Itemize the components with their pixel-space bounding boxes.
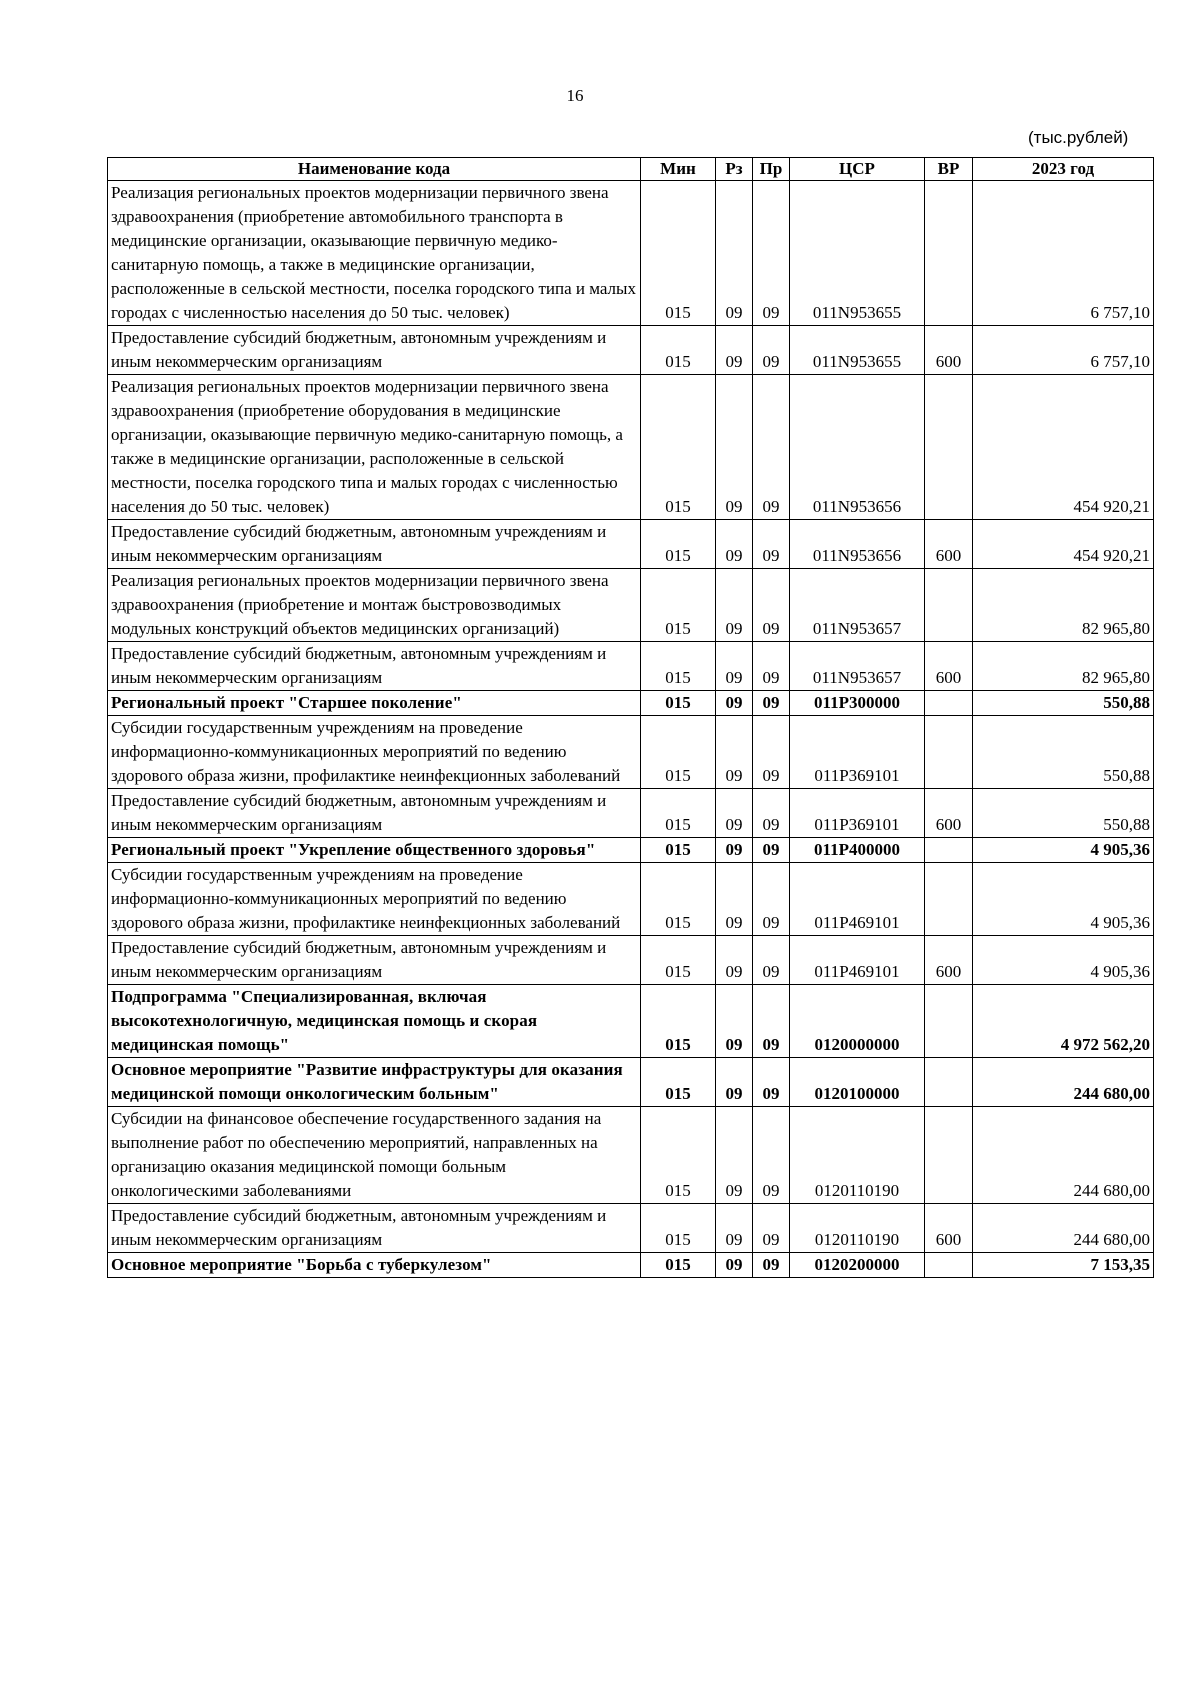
cell-name: Субсидии на финансовое обеспечение государственного задания на выполнение работ по обеспечению мероприятий, направленных на организацию оказания медицинской помощи больным онкологическими заболеваниями bbox=[108, 1107, 641, 1204]
cell-rz: 09 bbox=[716, 569, 753, 642]
cell-csr: 0120000000 bbox=[790, 985, 925, 1058]
cell-vr bbox=[925, 569, 973, 642]
cell-pr: 09 bbox=[753, 181, 790, 326]
cell-csr: 0120100000 bbox=[790, 1058, 925, 1107]
cell-rz: 09 bbox=[716, 326, 753, 375]
cell-csr: 011N953657 bbox=[790, 569, 925, 642]
table-row bbox=[108, 838, 1154, 863]
page-number: 16 bbox=[566, 86, 584, 105]
cell-csr: 0120110190 bbox=[790, 1107, 925, 1204]
cell-min: 015 bbox=[641, 716, 716, 789]
cell-csr: 011N953656 bbox=[790, 375, 925, 520]
cell-min: 015 bbox=[641, 326, 716, 375]
cell-amount: 550,88 bbox=[973, 789, 1154, 838]
cell-name: Реализация региональных проектов модернизации первичного звена здравоохранения (приобретение автомобильного транспорта в медицинские организации, оказывающие первичную медико-санитарную помощь, а также в медицинские организации, расположенные в сельской местности, поселка городского типа и малых городах с численностью населения до 50 тыс. человек) bbox=[108, 181, 641, 326]
cell-rz: 09 bbox=[716, 181, 753, 326]
cell-csr: 011P469101 bbox=[790, 863, 925, 936]
cell-amount: 4 972 562,20 bbox=[973, 985, 1154, 1058]
cell-pr: 09 bbox=[753, 1107, 790, 1204]
cell-pr: 09 bbox=[753, 691, 790, 716]
cell-pr: 09 bbox=[753, 1204, 790, 1253]
cell-vr bbox=[925, 1253, 973, 1278]
cell-csr: 011N953657 bbox=[790, 642, 925, 691]
cell-min: 015 bbox=[641, 181, 716, 326]
table-row bbox=[108, 789, 1154, 838]
header-min: Мин bbox=[641, 158, 716, 181]
cell-amount: 244 680,00 bbox=[973, 1204, 1154, 1253]
cell-pr: 09 bbox=[753, 716, 790, 789]
cell-name: Региональный проект "Старшее поколение" bbox=[108, 691, 641, 716]
cell-name: Субсидии государственным учреждениям на проведение информационно-коммуникационных мероприятий по ведению здорового образа жизни, профилактике неинфекционных заболеваний bbox=[108, 863, 641, 936]
cell-name: Предоставление субсидий бюджетным, автономным учреждениям и иным некоммерческим организациям bbox=[108, 520, 641, 569]
cell-rz: 09 bbox=[716, 642, 753, 691]
cell-name: Предоставление субсидий бюджетным, автономным учреждениям и иным некоммерческим организациям bbox=[108, 642, 641, 691]
table-row bbox=[108, 1058, 1154, 1107]
cell-rz: 09 bbox=[716, 520, 753, 569]
cell-name: Региональный проект "Укрепление общественного здоровья" bbox=[108, 838, 641, 863]
cell-name: Субсидии государственным учреждениям на проведение информационно-коммуникационных мероприятий по ведению здорового образа жизни, профилактике неинфекционных заболеваний bbox=[108, 716, 641, 789]
cell-name: Реализация региональных проектов модернизации первичного звена здравоохранения (приобретение и монтаж быстровозводимых модульных конструкций объектов медицинских организаций) bbox=[108, 569, 641, 642]
table-row bbox=[108, 181, 1154, 326]
cell-vr: 600 bbox=[925, 789, 973, 838]
cell-min: 015 bbox=[641, 838, 716, 863]
cell-vr: 600 bbox=[925, 326, 973, 375]
cell-vr bbox=[925, 716, 973, 789]
cell-vr bbox=[925, 181, 973, 326]
cell-min: 015 bbox=[641, 520, 716, 569]
cell-pr: 09 bbox=[753, 520, 790, 569]
cell-amount: 244 680,00 bbox=[973, 1107, 1154, 1204]
table-row bbox=[108, 863, 1154, 936]
cell-min: 015 bbox=[641, 789, 716, 838]
cell-vr bbox=[925, 863, 973, 936]
cell-min: 015 bbox=[641, 936, 716, 985]
cell-amount: 550,88 bbox=[973, 716, 1154, 789]
cell-csr: 0120110190 bbox=[790, 1204, 925, 1253]
cell-amount: 4 905,36 bbox=[973, 936, 1154, 985]
cell-min: 015 bbox=[641, 985, 716, 1058]
cell-rz: 09 bbox=[716, 936, 753, 985]
cell-csr: 011N953656 bbox=[790, 520, 925, 569]
cell-vr bbox=[925, 838, 973, 863]
cell-name: Основное мероприятие "Борьба с туберкулезом" bbox=[108, 1253, 641, 1278]
cell-min: 015 bbox=[641, 1058, 716, 1107]
cell-amount: 6 757,10 bbox=[973, 326, 1154, 375]
cell-csr: 011P400000 bbox=[790, 838, 925, 863]
cell-rz: 09 bbox=[716, 863, 753, 936]
cell-vr bbox=[925, 985, 973, 1058]
cell-amount: 6 757,10 bbox=[973, 181, 1154, 326]
cell-pr: 09 bbox=[753, 838, 790, 863]
cell-name: Основное мероприятие "Развитие инфраструктуры для оказания медицинской помощи онкологическим больным" bbox=[108, 1058, 641, 1107]
table-row bbox=[108, 1253, 1154, 1278]
cell-pr: 09 bbox=[753, 375, 790, 520]
cell-vr: 600 bbox=[925, 936, 973, 985]
cell-amount: 244 680,00 bbox=[973, 1058, 1154, 1107]
cell-name: Предоставление субсидий бюджетным, автономным учреждениям и иным некоммерческим организациям bbox=[108, 1204, 641, 1253]
cell-rz: 09 bbox=[716, 375, 753, 520]
cell-name: Подпрограмма "Специализированная, включая высокотехнологичную, медицинская помощь и скорая медицинская помощь" bbox=[108, 985, 641, 1058]
table-row bbox=[108, 985, 1154, 1058]
cell-vr bbox=[925, 1058, 973, 1107]
cell-csr: 011N953655 bbox=[790, 181, 925, 326]
cell-rz: 09 bbox=[716, 985, 753, 1058]
table-row bbox=[108, 642, 1154, 691]
cell-vr: 600 bbox=[925, 642, 973, 691]
cell-pr: 09 bbox=[753, 936, 790, 985]
cell-amount: 550,88 bbox=[973, 691, 1154, 716]
cell-name: Предоставление субсидий бюджетным, автономным учреждениям и иным некоммерческим организациям bbox=[108, 789, 641, 838]
cell-rz: 09 bbox=[716, 789, 753, 838]
cell-vr: 600 bbox=[925, 520, 973, 569]
budget-table bbox=[107, 157, 1154, 1278]
header-pr: Пр bbox=[753, 158, 790, 181]
cell-pr: 09 bbox=[753, 789, 790, 838]
cell-amount: 454 920,21 bbox=[973, 520, 1154, 569]
header-rz: Рз bbox=[716, 158, 753, 181]
cell-amount: 4 905,36 bbox=[973, 863, 1154, 936]
cell-pr: 09 bbox=[753, 1058, 790, 1107]
cell-amount: 4 905,36 bbox=[973, 838, 1154, 863]
table-row bbox=[108, 569, 1154, 642]
cell-csr: 0120200000 bbox=[790, 1253, 925, 1278]
table-row bbox=[108, 1107, 1154, 1204]
cell-vr bbox=[925, 691, 973, 716]
header-year: 2023 год bbox=[973, 158, 1154, 181]
cell-name: Предоставление субсидий бюджетным, автономным учреждениям и иным некоммерческим организациям bbox=[108, 936, 641, 985]
cell-rz: 09 bbox=[716, 716, 753, 789]
cell-min: 015 bbox=[641, 375, 716, 520]
cell-rz: 09 bbox=[716, 1107, 753, 1204]
cell-name: Реализация региональных проектов модернизации первичного звена здравоохранения (приобретение оборудования в медицинские организации, оказывающие первичную медико-санитарную помощь, а также в медицинские организации, расположенные в сельской местности, поселка городского типа и малых городах с численностью населения до 50 тыс. человек) bbox=[108, 375, 641, 520]
table-row bbox=[108, 1204, 1154, 1253]
cell-amount: 82 965,80 bbox=[973, 642, 1154, 691]
cell-rz: 09 bbox=[716, 1204, 753, 1253]
cell-rz: 09 bbox=[716, 1058, 753, 1107]
cell-vr bbox=[925, 375, 973, 520]
cell-pr: 09 bbox=[753, 985, 790, 1058]
cell-name: Предоставление субсидий бюджетным, автономным учреждениям и иным некоммерческим организациям bbox=[108, 326, 641, 375]
cell-rz: 09 bbox=[716, 1253, 753, 1278]
cell-min: 015 bbox=[641, 1107, 716, 1204]
cell-min: 015 bbox=[641, 642, 716, 691]
cell-min: 015 bbox=[641, 1204, 716, 1253]
table-row bbox=[108, 936, 1154, 985]
cell-amount: 82 965,80 bbox=[973, 569, 1154, 642]
cell-csr: 011P469101 bbox=[790, 936, 925, 985]
cell-min: 015 bbox=[641, 691, 716, 716]
cell-vr bbox=[925, 1107, 973, 1204]
cell-pr: 09 bbox=[753, 326, 790, 375]
cell-csr: 011P369101 bbox=[790, 716, 925, 789]
units-label: (тыс.рублей) bbox=[1028, 128, 1129, 147]
table-header-row bbox=[108, 158, 1154, 181]
cell-csr: 011N953655 bbox=[790, 326, 925, 375]
header-name: Наименование кода bbox=[108, 158, 641, 181]
header-vr: ВР bbox=[925, 158, 973, 181]
cell-csr: 011P369101 bbox=[790, 789, 925, 838]
cell-amount: 7 153,35 bbox=[973, 1253, 1154, 1278]
cell-min: 015 bbox=[641, 863, 716, 936]
table-row bbox=[108, 375, 1154, 520]
table-row bbox=[108, 716, 1154, 789]
cell-pr: 09 bbox=[753, 642, 790, 691]
table-row bbox=[108, 691, 1154, 716]
cell-pr: 09 bbox=[753, 863, 790, 936]
cell-pr: 09 bbox=[753, 1253, 790, 1278]
cell-min: 015 bbox=[641, 1253, 716, 1278]
table-row bbox=[108, 326, 1154, 375]
cell-csr: 011P300000 bbox=[790, 691, 925, 716]
cell-amount: 454 920,21 bbox=[973, 375, 1154, 520]
cell-pr: 09 bbox=[753, 569, 790, 642]
cell-min: 015 bbox=[641, 569, 716, 642]
header-csr: ЦСР bbox=[790, 158, 925, 181]
table-row bbox=[108, 520, 1154, 569]
cell-rz: 09 bbox=[716, 838, 753, 863]
cell-vr: 600 bbox=[925, 1204, 973, 1253]
cell-rz: 09 bbox=[716, 691, 753, 716]
